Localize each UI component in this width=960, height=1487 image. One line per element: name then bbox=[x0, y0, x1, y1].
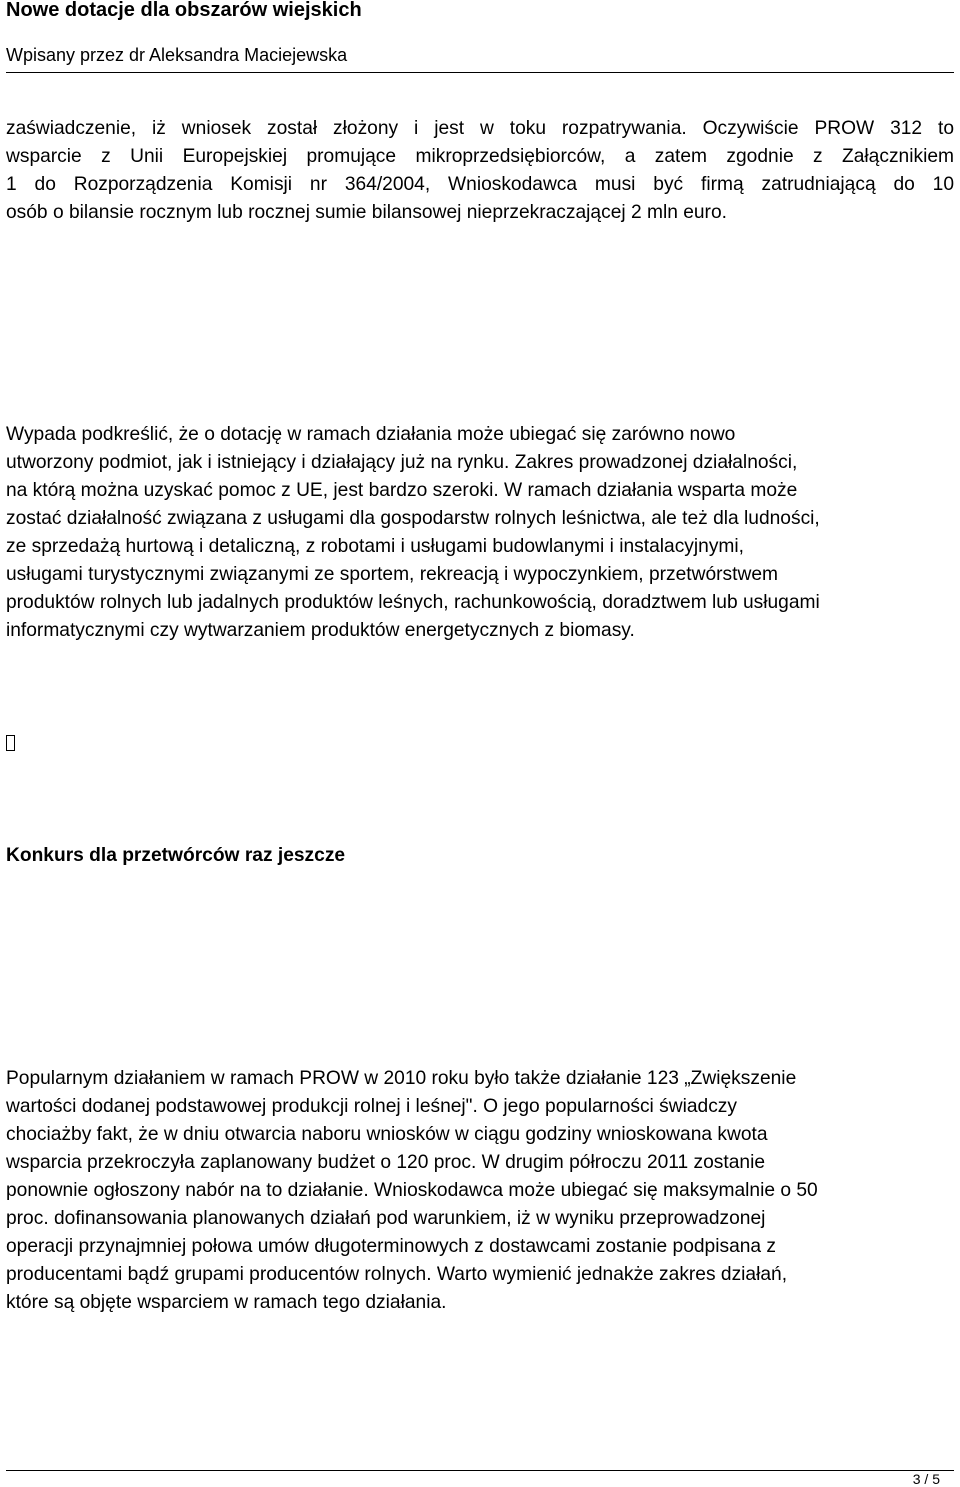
paragraph-line: utworzony podmiot, jak i istniejący i działający już na rynku. Zakres prowadzonej działalności, bbox=[6, 452, 798, 473]
paragraph-line: ze sprzedażą hurtową i detaliczną, z robotami i usługami budowlanymi i instalacyjnymi, bbox=[6, 536, 744, 557]
paragraph-line: operacji przynajmniej połowa umów długoterminowych z dostawcami zostanie podpisana z bbox=[6, 1236, 777, 1257]
paragraph-line: Wypada podkreślić, że o dotację w ramach działania może ubiegać się zarówno nowo bbox=[6, 424, 736, 445]
paragraph-1 bbox=[6, 115, 954, 227]
document-title: Nowe dotacje dla obszarów wiejskich bbox=[6, 0, 362, 21]
paragraph-2 bbox=[6, 421, 954, 645]
paragraph-line: zostać działalność związana z usługami dla gospodarstw rolnych leśnictwa, ale też dla ludności, bbox=[6, 508, 820, 529]
paragraph-line: Popularnym działaniem w ramach PROW w 2010 roku było także działanie 123 „Zwiększenie bbox=[6, 1068, 797, 1089]
paragraph-line: produktów rolnych lub jadalnych produktów leśnych, rachunkowością, doradztwem lub usługami bbox=[6, 592, 820, 613]
paragraph-line: wsparcie z Unii Europejskiej promujące mikroprzedsiębiorców, a zatem zgodnie z Załącznikiem bbox=[6, 146, 954, 167]
paragraph-3 bbox=[6, 1065, 954, 1317]
paragraph-line: wartości dodanej podstawowej produkcji rolnej i leśnej". O jego popularności świadczy bbox=[6, 1096, 737, 1117]
paragraph-line: usługami turystycznymi związanymi ze sportem, rekreacją i wypoczynkiem, przetwórstwem bbox=[6, 564, 778, 585]
paragraph-line: osób o bilansie rocznym lub rocznej sumie bilansowej nieprzekraczającej 2 mln euro. bbox=[6, 202, 727, 223]
header-divider bbox=[6, 72, 954, 73]
page-number: 3 / 5 bbox=[912, 1471, 940, 1487]
paragraph-line: które są objęte wsparciem w ramach tego działania. bbox=[6, 1292, 447, 1313]
paragraph-line: zaświadczenie, iż wniosek został złożony i jest w toku rozpatrywania. Oczywiście PROW 312 to bbox=[6, 118, 954, 139]
paragraph-line: chociażby fakt, że w dniu otwarcia naboru wniosków w ciągu godziny wnioskowana kwota bbox=[6, 1124, 768, 1145]
paragraph-line: wsparcia przekroczyła zaplanowany budżet o 120 proc. W drugim półroczu 2011 zostanie bbox=[6, 1152, 766, 1173]
paragraph-line: 1 do Rozporządzenia Komisji nr 364/2004, Wnioskodawca musi być firmą zatrudniającą do 10 bbox=[6, 174, 954, 195]
paragraph-line: producentami bądź grupami producentów rolnych. Warto wymienić jednakże zakres działań, bbox=[6, 1264, 788, 1285]
section-heading: Konkurs dla przetwórców raz jeszcze bbox=[6, 845, 346, 866]
footer-divider bbox=[6, 1470, 954, 1471]
author-line: Wpisany przez dr Aleksandra Maciejewska bbox=[6, 45, 348, 65]
paragraph-line: proc. dofinansowania planowanych działań pod warunkiem, iż w wyniku przeprowadzonej bbox=[6, 1208, 766, 1229]
paragraph-line: informatycznymi czy wytwarzaniem produktów energetycznych z biomasy. bbox=[6, 620, 635, 641]
paragraph-line: ponownie ogłoszony nabór na to działanie. Wnioskodawca może ubiegać się maksymalnie o 50 bbox=[6, 1180, 818, 1201]
missing-glyph-icon bbox=[6, 735, 15, 751]
paragraph-line: na którą można uzyskać pomoc z UE, jest bardzo szeroki. W ramach działania wsparta może bbox=[6, 480, 798, 501]
